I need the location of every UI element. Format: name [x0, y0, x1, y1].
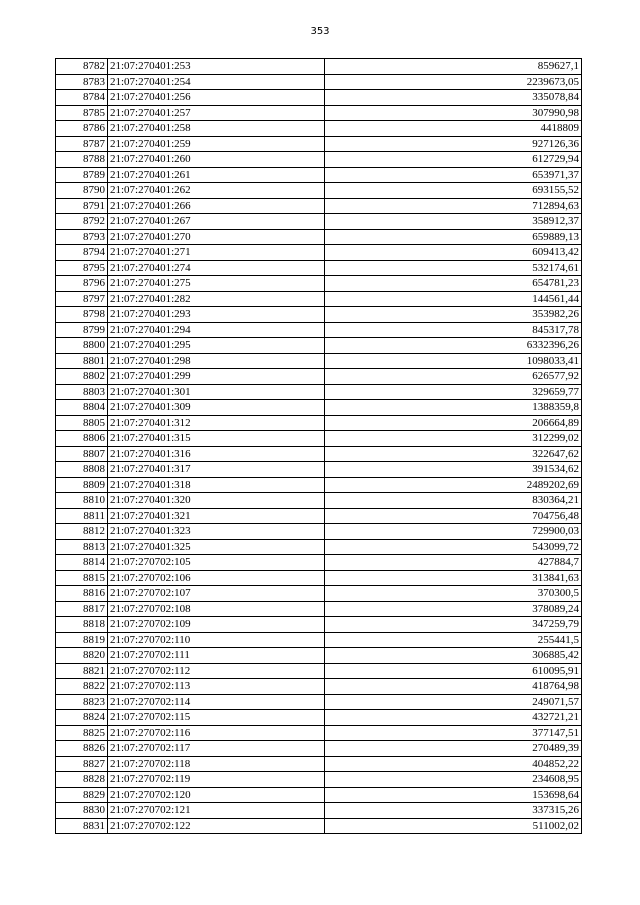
cadastral-number-cell: 21:07:270401:256 [108, 90, 325, 106]
table-row [56, 229, 582, 245]
cadastral-number-cell: 21:07:270401:299 [108, 369, 325, 385]
table-row [56, 400, 582, 416]
row-number-cell: 8788 [56, 152, 108, 168]
cadastral-number-cell: 21:07:270702:110 [108, 632, 325, 648]
row-number-cell: 8791 [56, 198, 108, 214]
row-number-cell: 8784 [56, 90, 108, 106]
cadastral-value-cell: 609413,42 [325, 245, 582, 261]
row-number-cell: 8792 [56, 214, 108, 230]
row-number-cell: 8805 [56, 415, 108, 431]
row-number-cell: 8787 [56, 136, 108, 152]
table-row [56, 369, 582, 385]
cadastral-value-cell: 329659,77 [325, 384, 582, 400]
cadastral-value-cell: 511002,02 [325, 818, 582, 834]
cadastral-value-cell: 845317,78 [325, 322, 582, 338]
table-row [56, 167, 582, 183]
cadastral-number-cell: 21:07:270401:270 [108, 229, 325, 245]
row-number-cell: 8810 [56, 493, 108, 509]
table-row [56, 632, 582, 648]
cadastral-number-cell: 21:07:270401:258 [108, 121, 325, 137]
row-number-cell: 8818 [56, 617, 108, 633]
cadastral-value-cell: 144561,44 [325, 291, 582, 307]
cadastral-number-cell: 21:07:270401:320 [108, 493, 325, 509]
cadastral-value-cell: 418764,98 [325, 679, 582, 695]
row-number-cell: 8812 [56, 524, 108, 540]
row-number-cell: 8827 [56, 756, 108, 772]
cadastral-value-cell: 610095,91 [325, 663, 582, 679]
cadastral-value-cell: 532174,61 [325, 260, 582, 276]
row-number-cell: 8828 [56, 772, 108, 788]
row-number-cell: 8817 [56, 601, 108, 617]
cadastral-number-cell: 21:07:270401:312 [108, 415, 325, 431]
cadastral-number-cell: 21:07:270401:260 [108, 152, 325, 168]
row-number-cell: 8782 [56, 59, 108, 75]
cadastral-value-cell: 337315,26 [325, 803, 582, 819]
row-number-cell: 8823 [56, 694, 108, 710]
cadastral-value-cell: 378089,24 [325, 601, 582, 617]
table-row [56, 276, 582, 292]
cadastral-value-cell: 693155,52 [325, 183, 582, 199]
cadastral-value-cell: 432721,21 [325, 710, 582, 726]
row-number-cell: 8824 [56, 710, 108, 726]
table-row [56, 741, 582, 757]
cadastral-value-cell: 712894,63 [325, 198, 582, 214]
cadastral-value-cell: 1098033,41 [325, 353, 582, 369]
table-row [56, 353, 582, 369]
row-number-cell: 8786 [56, 121, 108, 137]
cadastral-number-cell: 21:07:270702:113 [108, 679, 325, 695]
row-number-cell: 8783 [56, 74, 108, 90]
cadastral-value-cell: 234608,95 [325, 772, 582, 788]
cadastral-number-cell: 21:07:270401:267 [108, 214, 325, 230]
table-body [56, 59, 582, 834]
cadastral-number-cell: 21:07:270401:323 [108, 524, 325, 540]
cadastral-number-cell: 21:07:270401:259 [108, 136, 325, 152]
table-row [56, 291, 582, 307]
cadastral-number-cell: 21:07:270702:108 [108, 601, 325, 617]
row-number-cell: 8806 [56, 431, 108, 447]
cadastral-value-cell: 153698,64 [325, 787, 582, 803]
cadastral-value-cell: 270489,39 [325, 741, 582, 757]
cadastral-number-cell: 21:07:270401:282 [108, 291, 325, 307]
cadastral-number-cell: 21:07:270702:120 [108, 787, 325, 803]
cadastral-number-cell: 21:07:270401:298 [108, 353, 325, 369]
cadastral-number-cell: 21:07:270702:105 [108, 555, 325, 571]
page-number: 353 [310, 26, 330, 37]
cadastral-value-cell: 312299,02 [325, 431, 582, 447]
row-number-cell: 8826 [56, 741, 108, 757]
table-row [56, 679, 582, 695]
table-row [56, 198, 582, 214]
row-number-cell: 8796 [56, 276, 108, 292]
table-row [56, 90, 582, 106]
table-row [56, 508, 582, 524]
cadastral-number-cell: 21:07:270702:114 [108, 694, 325, 710]
cadastral-number-cell: 21:07:270702:118 [108, 756, 325, 772]
cadastral-number-cell: 21:07:270401:318 [108, 477, 325, 493]
cadastral-value-cell: 830364,21 [325, 493, 582, 509]
cadastral-value-cell: 626577,92 [325, 369, 582, 385]
table-row [56, 663, 582, 679]
table-row [56, 493, 582, 509]
cadastral-number-cell: 21:07:270401:321 [108, 508, 325, 524]
table-row [56, 570, 582, 586]
table-row [56, 725, 582, 741]
table-row [56, 803, 582, 819]
cadastral-number-cell: 21:07:270401:309 [108, 400, 325, 416]
table-row [56, 555, 582, 571]
cadastral-number-cell: 21:07:270401:295 [108, 338, 325, 354]
cadastral-value-cell: 2489202,69 [325, 477, 582, 493]
table-row [56, 756, 582, 772]
table-row [56, 694, 582, 710]
cadastral-number-cell: 21:07:270401:294 [108, 322, 325, 338]
cadastral-number-cell: 21:07:270401:315 [108, 431, 325, 447]
row-number-cell: 8813 [56, 539, 108, 555]
table-row [56, 617, 582, 633]
cadastral-number-cell: 21:07:270702:109 [108, 617, 325, 633]
cadastral-number-cell: 21:07:270401:261 [108, 167, 325, 183]
cadastral-number-cell: 21:07:270702:111 [108, 648, 325, 664]
row-number-cell: 8803 [56, 384, 108, 400]
row-number-cell: 8811 [56, 508, 108, 524]
row-number-cell: 8804 [56, 400, 108, 416]
row-number-cell: 8808 [56, 462, 108, 478]
cadastral-value-cell: 306885,42 [325, 648, 582, 664]
table-row [56, 787, 582, 803]
cadastral-value-table [55, 58, 582, 834]
table-row [56, 586, 582, 602]
cadastral-value-cell: 347259,79 [325, 617, 582, 633]
cadastral-number-cell: 21:07:270401:293 [108, 307, 325, 323]
table-row [56, 524, 582, 540]
cadastral-number-cell: 21:07:270401:317 [108, 462, 325, 478]
table-row [56, 384, 582, 400]
table-row [56, 136, 582, 152]
table-row [56, 59, 582, 75]
table-row [56, 431, 582, 447]
cadastral-value-cell: 313841,63 [325, 570, 582, 586]
table-row [56, 121, 582, 137]
cadastral-value-cell: 370300,5 [325, 586, 582, 602]
cadastral-value-cell: 612729,94 [325, 152, 582, 168]
cadastral-number-cell: 21:07:270702:112 [108, 663, 325, 679]
cadastral-value-cell: 391534,62 [325, 462, 582, 478]
cadastral-value-cell: 704756,48 [325, 508, 582, 524]
row-number-cell: 8800 [56, 338, 108, 354]
cadastral-number-cell: 21:07:270702:107 [108, 586, 325, 602]
cadastral-value-cell: 335078,84 [325, 90, 582, 106]
cadastral-value-cell: 4418809 [325, 121, 582, 137]
cadastral-number-cell: 21:07:270401:253 [108, 59, 325, 75]
table-row [56, 477, 582, 493]
cadastral-value-cell: 6332396,26 [325, 338, 582, 354]
cadastral-number-cell: 21:07:270702:121 [108, 803, 325, 819]
table-row [56, 74, 582, 90]
cadastral-number-cell: 21:07:270401:301 [108, 384, 325, 400]
cadastral-value-cell: 206664,89 [325, 415, 582, 431]
row-number-cell: 8831 [56, 818, 108, 834]
row-number-cell: 8802 [56, 369, 108, 385]
table-row [56, 214, 582, 230]
row-number-cell: 8819 [56, 632, 108, 648]
row-number-cell: 8794 [56, 245, 108, 261]
row-number-cell: 8799 [56, 322, 108, 338]
row-number-cell: 8821 [56, 663, 108, 679]
row-number-cell: 8798 [56, 307, 108, 323]
table-row [56, 710, 582, 726]
cadastral-value-cell: 404852,22 [325, 756, 582, 772]
cadastral-number-cell: 21:07:270401:271 [108, 245, 325, 261]
table-row [56, 539, 582, 555]
row-number-cell: 8793 [56, 229, 108, 245]
row-number-cell: 8785 [56, 105, 108, 121]
cadastral-value-cell: 729900,03 [325, 524, 582, 540]
cadastral-number-cell: 21:07:270702:116 [108, 725, 325, 741]
row-number-cell: 8822 [56, 679, 108, 695]
row-number-cell: 8830 [56, 803, 108, 819]
cadastral-value-cell: 1388359,8 [325, 400, 582, 416]
cadastral-value-cell: 377147,51 [325, 725, 582, 741]
row-number-cell: 8829 [56, 787, 108, 803]
row-number-cell: 8825 [56, 725, 108, 741]
table-row [56, 322, 582, 338]
cadastral-value-cell: 927126,36 [325, 136, 582, 152]
cadastral-value-cell: 543099,72 [325, 539, 582, 555]
table-row [56, 415, 582, 431]
cadastral-value-cell: 307990,98 [325, 105, 582, 121]
row-number-cell: 8801 [56, 353, 108, 369]
table-row [56, 648, 582, 664]
cadastral-number-cell: 21:07:270702:119 [108, 772, 325, 788]
cadastral-number-cell: 21:07:270401:262 [108, 183, 325, 199]
cadastral-value-cell: 2239673,05 [325, 74, 582, 90]
table-row [56, 260, 582, 276]
table-row [56, 245, 582, 261]
cadastral-value-cell: 358912,37 [325, 214, 582, 230]
cadastral-number-cell: 21:07:270702:106 [108, 570, 325, 586]
row-number-cell: 8795 [56, 260, 108, 276]
cadastral-value-cell: 249071,57 [325, 694, 582, 710]
cadastral-number-cell: 21:07:270702:115 [108, 710, 325, 726]
table-row [56, 462, 582, 478]
cadastral-number-cell: 21:07:270702:117 [108, 741, 325, 757]
cadastral-number-cell: 21:07:270702:122 [108, 818, 325, 834]
cadastral-number-cell: 21:07:270401:316 [108, 446, 325, 462]
cadastral-number-cell: 21:07:270401:325 [108, 539, 325, 555]
table-row [56, 446, 582, 462]
cadastral-number-cell: 21:07:270401:254 [108, 74, 325, 90]
cadastral-value-cell: 859627,1 [325, 59, 582, 75]
cadastral-value-cell: 255441,5 [325, 632, 582, 648]
row-number-cell: 8807 [56, 446, 108, 462]
table-row [56, 105, 582, 121]
table-row [56, 152, 582, 168]
cadastral-value-cell: 653971,37 [325, 167, 582, 183]
table-row [56, 183, 582, 199]
cadastral-value-cell: 322647,62 [325, 446, 582, 462]
table-row [56, 307, 582, 323]
table-row [56, 601, 582, 617]
table-row [56, 338, 582, 354]
row-number-cell: 8790 [56, 183, 108, 199]
cadastral-value-cell: 353982,26 [325, 307, 582, 323]
cadastral-value-cell: 659889,13 [325, 229, 582, 245]
row-number-cell: 8797 [56, 291, 108, 307]
row-number-cell: 8815 [56, 570, 108, 586]
row-number-cell: 8809 [56, 477, 108, 493]
row-number-cell: 8789 [56, 167, 108, 183]
table-row [56, 818, 582, 834]
row-number-cell: 8816 [56, 586, 108, 602]
cadastral-number-cell: 21:07:270401:275 [108, 276, 325, 292]
cadastral-number-cell: 21:07:270401:257 [108, 105, 325, 121]
cadastral-number-cell: 21:07:270401:266 [108, 198, 325, 214]
row-number-cell: 8820 [56, 648, 108, 664]
cadastral-value-cell: 654781,23 [325, 276, 582, 292]
cadastral-value-cell: 427884,7 [325, 555, 582, 571]
table-row [56, 772, 582, 788]
row-number-cell: 8814 [56, 555, 108, 571]
cadastral-number-cell: 21:07:270401:274 [108, 260, 325, 276]
